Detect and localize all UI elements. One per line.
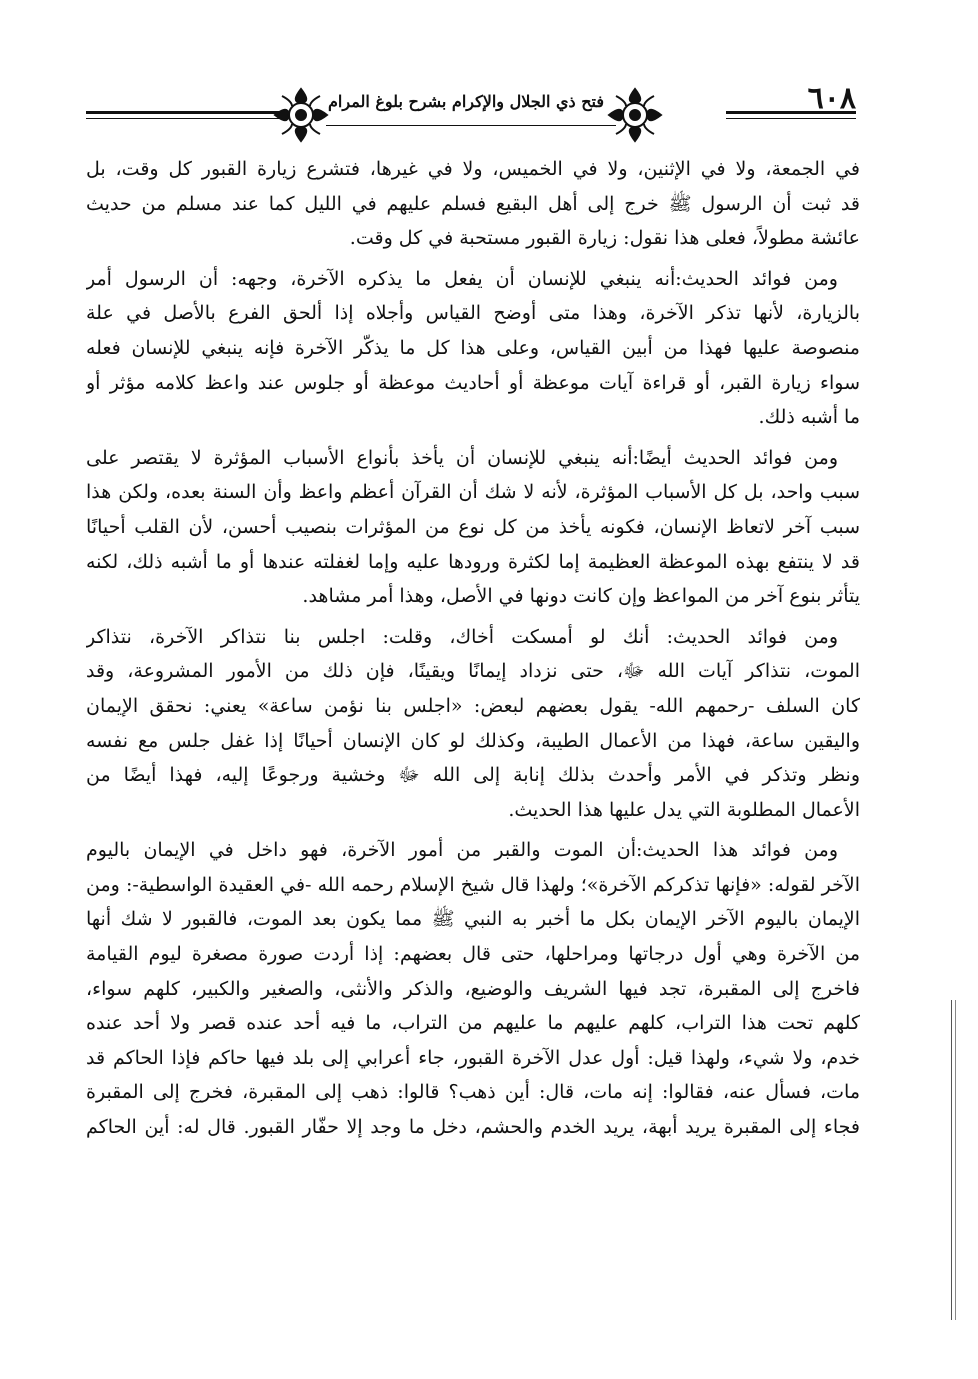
text-line: سبب واحد، بل كل الأسباب المؤثرة، لأنه لا شك أن القرآن أعظم واعظ وأن السنة بعده، ولكن هذا <box>86 481 860 504</box>
text-line: ما أشبه ذلك. <box>758 406 860 429</box>
text-line: كان السلف -رحمهم الله- يقول بعضهم لبعض: «اجلس بنا نؤمن ساعة» يعني: نحقق الإيمان <box>86 694 860 717</box>
text-line: عائشة مطولاً، فعلى هذا نقول: زيارة القبور مستحبة في كل وقت. <box>349 227 860 250</box>
text-line: ومن فوائد هذا الحديث:أن الموت والقبر من أمور الآخرة، فهو داخل في الإيمان باليوم <box>86 839 838 862</box>
ornament-icon <box>272 86 330 144</box>
scan-edge-artifact <box>951 1000 956 1320</box>
paragraph <box>86 620 860 828</box>
ornament-icon <box>606 86 664 144</box>
text-line: واليقين ساعة، فهذا من الأعمال الطيبة، وكذلك لو كان الإنسان أحيانًا إذا غفل جلس مع نفسه <box>86 729 860 752</box>
text-line: سواء زيارة القبر، أو قراءة آيات موعظة أو أحاديث موعظة أو جلوس عند واعظ كلامه مؤثر أو <box>86 371 860 394</box>
text-line: الأعمال المطلوبة التي يدل عليها هذا الحديث. <box>508 798 860 821</box>
text-line: قد لا ينتفع بهذه الموعظة العظيمة إما لكثرة ورودها عليه وإما لغفلته عندها أو ما أشبه ذلك، لكنه <box>86 550 860 573</box>
header-rule <box>86 118 286 119</box>
text-line: بالزيارة، لأنها تذكر الآخرة، وهذا متى أوضح القياس وأجلاه إذا ألحق الفرع بالأصل في علة <box>86 302 860 325</box>
text-line: مات، فسأل عنه، فقالوا: إنه مات، قال: أين ذهب؟ قالوا: ذهب إلى المقبرة، فخرج إلى المقبرة <box>86 1081 860 1104</box>
text-line: الموت، نتذاكر آيات الله ﷻ، حتى نزداد إيمانًا ويقينًا، فإن ذلك من الأمور المشروعة، وقد <box>86 660 860 683</box>
text-line: فاخرج إلى المقبرة، تجد فيها الشريف والوضيع، والذكر والأنثى، والصغير والكبير، كلهم سواء، <box>86 977 860 1000</box>
paragraph <box>86 833 860 1144</box>
text-line: الإيمان باليوم الآخر الإيمان بكل ما أخبر به النبي ﷺ مما يكون بعد الموت، فالقبور لا شك أنها <box>86 908 860 931</box>
paragraph <box>86 152 860 256</box>
text-line: يتأثر بنوع آخر من المواعظ وإن كانت دونها في الأصل، وهذا أمر مشاهد. <box>302 585 860 608</box>
text-line: ومن فوائد الحديث: أنك لو أمسكت أخاك، وقلت: اجلس بنا نتذاكر الآخرة، نتذاكر <box>86 625 838 648</box>
text-line: ومن فوائد الحديث أيضًا:أنه ينبغي للإنسان أن يأخذ بأنواع الأسباب المؤثرة لا يقتصر على <box>86 446 838 469</box>
text-line: من الآخرة وهي أول درجاتها ومراحلها، حتى قال بعضهم: إذا أردت صورة مصغرة ليوم القيامة <box>86 943 860 966</box>
text-line: سبب آخر لاتعاظ الإنسان، فكونه يأخذ من كل نوع من المؤثرات بنصيب أحسن، لأن القلب أحيانًا <box>86 515 860 538</box>
header-rule <box>726 118 856 119</box>
paragraph <box>86 441 860 614</box>
page-header <box>86 81 856 144</box>
text-line: خدم، ولا شيء، ولهذا قيل: أول عدل الآخرة القبور، جاء أعرابي إلى بلد فيها حاكم فإذا الحاكم قد <box>86 1046 860 1069</box>
page-body <box>86 152 860 1151</box>
text-line: في الجمعة، ولا في الإثنين، ولا في الخميس، ولا في غيرها، فتشرع زيارة القبور كل وقت، بل <box>86 158 860 180</box>
paragraph <box>86 262 860 435</box>
running-head-title: فتح ذي الجلال والإكرام بشرح بلوغ المرام <box>328 92 604 111</box>
header-rule <box>326 125 616 126</box>
text-line: ونظر وتذكر في الأمر وأحدث بذلك إنابة إلى الله ﷻ وخشية ورجوعًا إليه، فهذا أيضًا من <box>86 764 860 787</box>
text-line: الآخر لقوله: «فإنها تذكركم الآخرة»؛ ولهذا قال شيخ الإسلام رحمه الله -في العقيدة الواسطية-: ومن <box>86 873 860 896</box>
header-rule <box>86 111 286 114</box>
text-line: فجاء إلى المقبرة يريد أبهة، يريد الخدم والحشم، دخل ما وجد إلا حفّار القبور. قال له: أين الحاكم <box>86 1116 860 1139</box>
page-number: ٦٠٨ <box>807 81 856 116</box>
text-line: ومن فوائد الحديث:أنه ينبغي للإنسان أن يفعل ما يذكره الآخرة، وجهه: أن الرسول أمر <box>86 267 838 290</box>
header-rule <box>726 111 856 114</box>
text-line: قد ثبت أن الرسول ﷺ خرج إلى أهل البقيع فسلم عليهم في الليل كما عند مسلم من حديث <box>86 192 860 215</box>
text-line: منصوصة عليها فهذا من أبين القياس، وعلى هذا كل ما يذكّر الآخرة فإنه ينبغي للإنسان فعله <box>86 336 860 359</box>
text-line: كلهم تحت هذا التراب، كلهم عليهم ما عليهم من التراب، ما فيه أحد عنده قصر ولا أحد عنده <box>86 1012 860 1035</box>
